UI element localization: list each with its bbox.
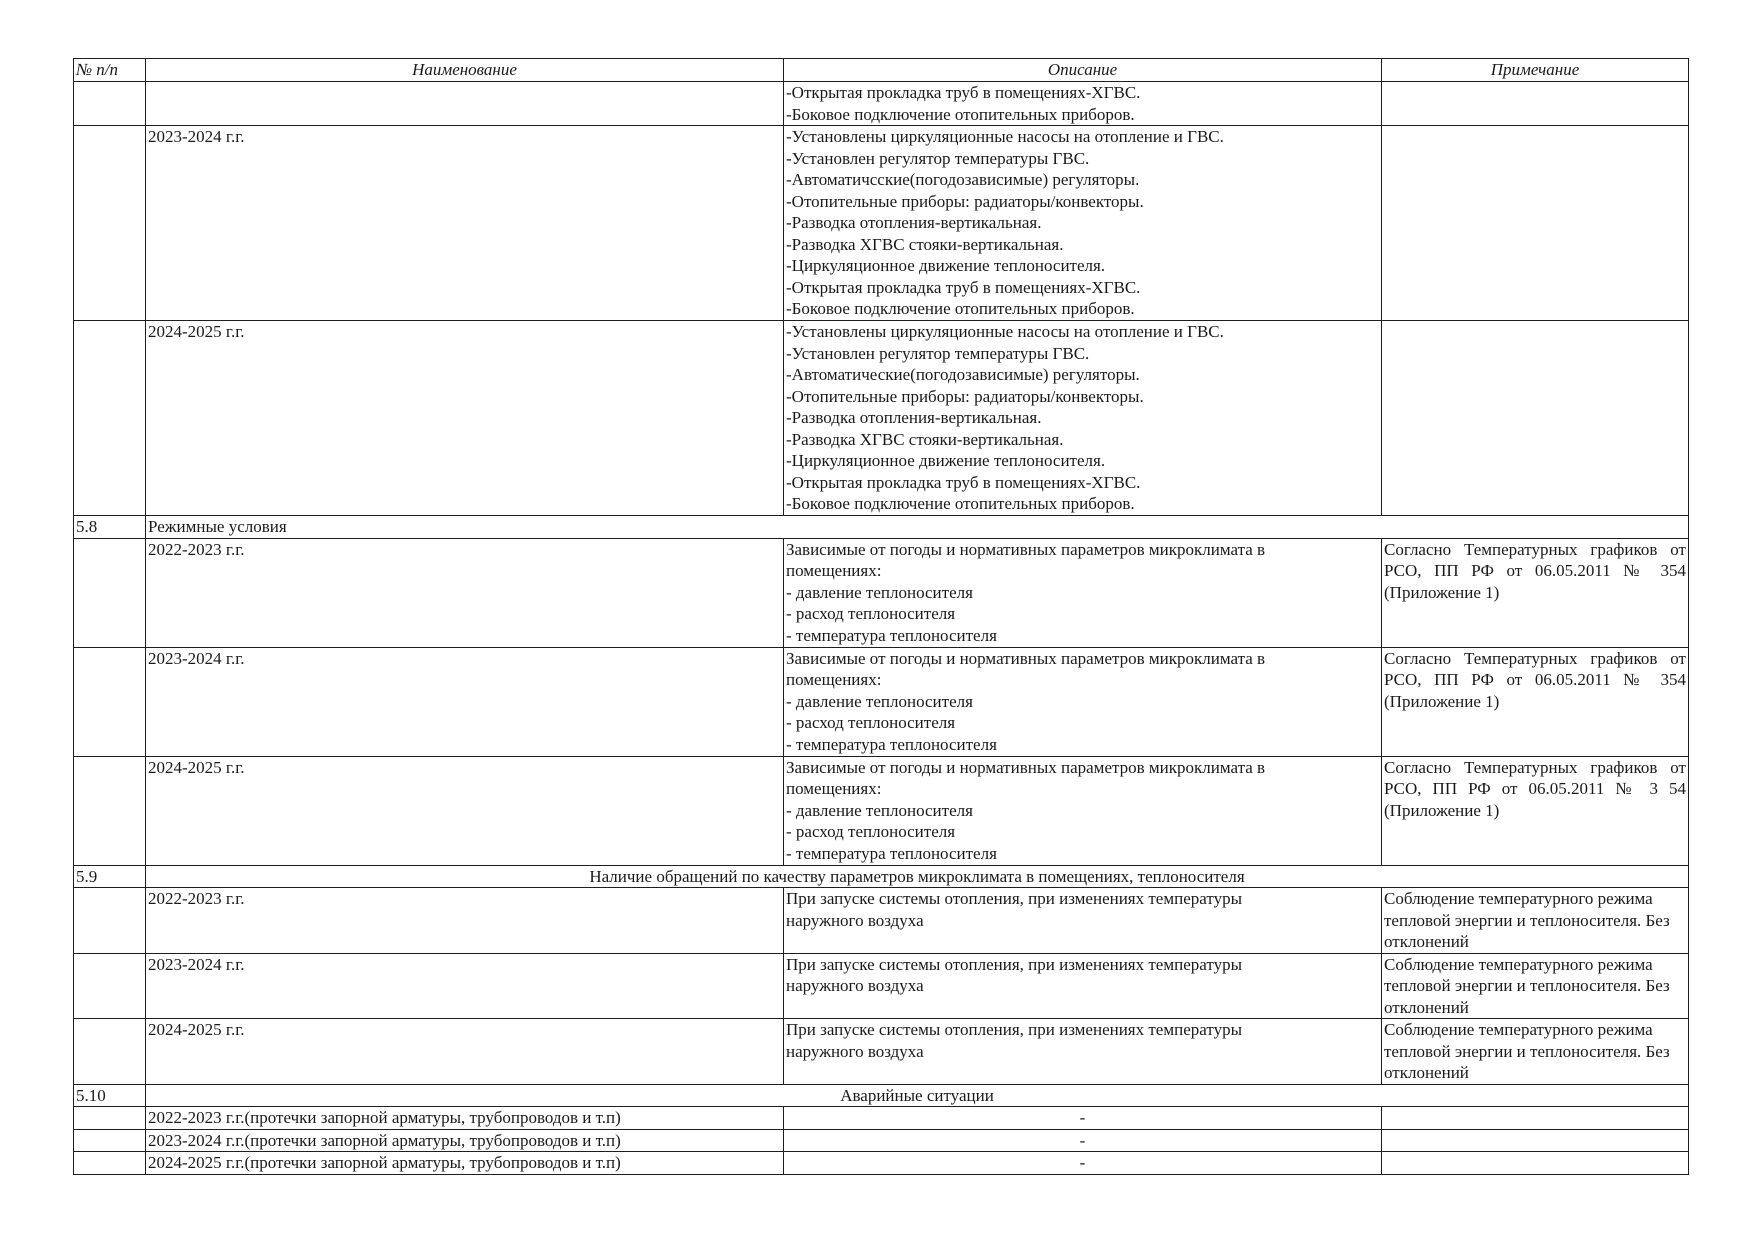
description-line: помещениях: [786,670,882,689]
section-number: 5.10 [74,1084,146,1107]
description-cell [784,647,1382,756]
description-line: -Разводка отопления-вертикальная. [786,408,1042,427]
description-cell: - [784,1152,1382,1175]
number-cell [74,1152,146,1175]
description-line: - давление теплоносителя [786,800,973,820]
description-line: - расход теплоносителя [786,822,956,841]
description-cell: - [784,1129,1382,1152]
note-cell [1382,321,1689,516]
description-line: помещениях: [786,779,882,798]
description-line: Зависимые от погоды и нормативных параметров микроклимата в [786,539,1266,559]
report-table [73,58,1689,1175]
note-cell: Соблюдение температурного режима тепловой энергии и теплоносителя. Без отклонений [1382,888,1689,954]
section-number: 5.8 [74,516,146,539]
description-line: наружного воздуха [786,1041,924,1061]
description-line: -Боковое подключение отопительных приборов. [786,494,1135,513]
number-cell [74,538,146,647]
table-row [74,756,1689,865]
table-row [74,888,1689,954]
table-row [74,321,1689,516]
description-line: Зависимые от погоды и нормативных параметров микроклимата в [786,648,1266,668]
description-line: -Установлен регулятор температуры ГВС. [786,343,1090,363]
description-cell [784,82,1382,126]
header-description: Описание [784,59,1382,82]
description-line: - температура теплоносителя [786,625,997,645]
description-line: -Боковое подключение отопительных приборов. [786,299,1135,318]
description-line: -Циркуляционное движение теплоносителя. [786,256,1106,275]
number-cell [74,756,146,865]
section-row [74,516,1689,539]
description-line: -Установлены циркуляционные насосы на отопление и ГВС. [786,322,1224,341]
section-number: 5.9 [74,865,146,888]
name-cell: 2023-2024 г.г.(протечки запорной арматуры, трубопроводов и т.п) [146,1129,784,1152]
description-line: При запуске системы отопления, при изменениях температуры [786,954,1242,974]
name-cell: 2022-2023 г.г.(протечки запорной арматуры, трубопроводов и т.п) [146,1107,784,1130]
description-line: - давление теплоносителя [786,582,973,602]
section-row [74,1084,1689,1107]
note-cell [1382,1107,1689,1130]
section-row [74,865,1689,888]
name-cell: 2024-2025 г.г. [146,756,784,865]
table-row [74,82,1689,126]
description-line: -Автоматические(погодозависимые) регуляторы. [786,365,1140,384]
name-cell: 2024-2025 г.г. [146,321,784,516]
note-cell: Согласно Температурных графиков от РСО, ПП РФ от 06.05.2011 № 3 54 (Приложение 1) [1382,756,1689,865]
note-cell: Согласно Температурных графиков от РСО, ПП РФ от 06.05.2011 № 354 (Приложение 1) [1382,647,1689,756]
number-cell [74,888,146,954]
section-title: Режимные условия [146,516,1689,539]
number-cell [74,1107,146,1130]
description-cell [784,953,1382,1019]
description-line: -Открытая прокладка труб в помещениях-ХГВС. [786,277,1141,297]
description-line: -Разводка ХГВС стояки-вертикальная. [786,234,1064,254]
number-cell [74,1019,146,1085]
description-line: Зависимые от погоды и нормативных параметров микроклимата в [786,757,1266,777]
table-row [74,126,1689,321]
header-name: Наименование [146,59,784,82]
note-cell: Соблюдение температурного режима тепловой энергии и теплоносителя. Без отклонений [1382,1019,1689,1085]
table-row [74,538,1689,647]
description-cell [784,126,1382,321]
note-cell [1382,1129,1689,1152]
header-number: № п/п [74,59,146,82]
name-cell: 2023-2024 г.г. [146,126,784,321]
description-cell [784,321,1382,516]
name-cell: 2024-2025 г.г.(протечки запорной арматуры, трубопроводов и т.п) [146,1152,784,1175]
name-cell: 2022-2023 г.г. [146,538,784,647]
section-title: Аварийные ситуации [146,1084,1689,1107]
note-cell [1382,1152,1689,1175]
description-line: -Открытая прокладка труб в помещениях-ХГВС. [786,472,1141,492]
description-line: - расход теплоносителя [786,713,956,732]
number-cell [74,647,146,756]
number-cell [74,82,146,126]
description-line: -Боковое подключение отопительных приборов. [786,104,1135,124]
name-cell: 2023-2024 г.г. [146,953,784,1019]
description-line: наружного воздуха [786,910,924,930]
description-line: наружного воздуха [786,976,924,995]
description-line: При запуске системы отопления, при изменениях температуры [786,1020,1242,1039]
description-line: -Разводка ХГВС стояки-вертикальная. [786,429,1064,449]
name-cell: 2024-2025 г.г. [146,1019,784,1085]
table-row [74,953,1689,1019]
description-line: -Установлены циркуляционные насосы на отопление и ГВС. [786,127,1224,146]
description-cell [784,888,1382,954]
name-cell [146,82,784,126]
description-line: помещениях: [786,561,882,580]
note-cell: Согласно Температурных графиков от РСО, ПП РФ от 06.05.2011 № 354 (Приложение 1) [1382,538,1689,647]
name-cell: 2022-2023 г.г. [146,888,784,954]
number-cell [74,321,146,516]
description-line: -Отопительные приборы: радиаторы/конвекторы. [786,191,1144,211]
description-line: - давление теплоносителя [786,691,973,711]
table-row [74,1107,1689,1130]
description-line: - температура теплоносителя [786,734,997,754]
description-line: - расход теплоносителя [786,604,956,623]
number-cell [74,953,146,1019]
description-line: -Циркуляционное движение теплоносителя. [786,451,1106,470]
number-cell [74,126,146,321]
description-cell [784,756,1382,865]
description-cell: - [784,1107,1382,1130]
description-line: -Установлен регулятор температуры ГВС. [786,148,1090,168]
description-line: При запуске системы отопления, при изменениях температуры [786,889,1242,908]
note-cell: Соблюдение температурного режима тепловой энергии и теплоносителя. Без отклонений [1382,953,1689,1019]
table-row [74,1152,1689,1175]
number-cell [74,1129,146,1152]
header-note: Примечание [1382,59,1689,82]
description-cell [784,1019,1382,1085]
description-line: - температура теплоносителя [786,843,997,863]
name-cell: 2023-2024 г.г. [146,647,784,756]
description-line: -Отопительные приборы: радиаторы/конвекторы. [786,386,1144,406]
table-row [74,1129,1689,1152]
table-row [74,647,1689,756]
description-line: -Открытая прокладка труб в помещениях-ХГВС. [786,83,1141,102]
description-line: -Автоматичсские(погодозависимые) регуляторы. [786,170,1140,189]
table-row [74,1019,1689,1085]
section-title: Наличие обращений по качеству параметров микроклимата в помещениях, теплоносителя [146,865,1689,888]
note-cell [1382,126,1689,321]
table-header-row [74,59,1689,82]
description-line: -Разводка отопления-вертикальная. [786,213,1042,232]
description-cell [784,538,1382,647]
note-cell [1382,82,1689,126]
